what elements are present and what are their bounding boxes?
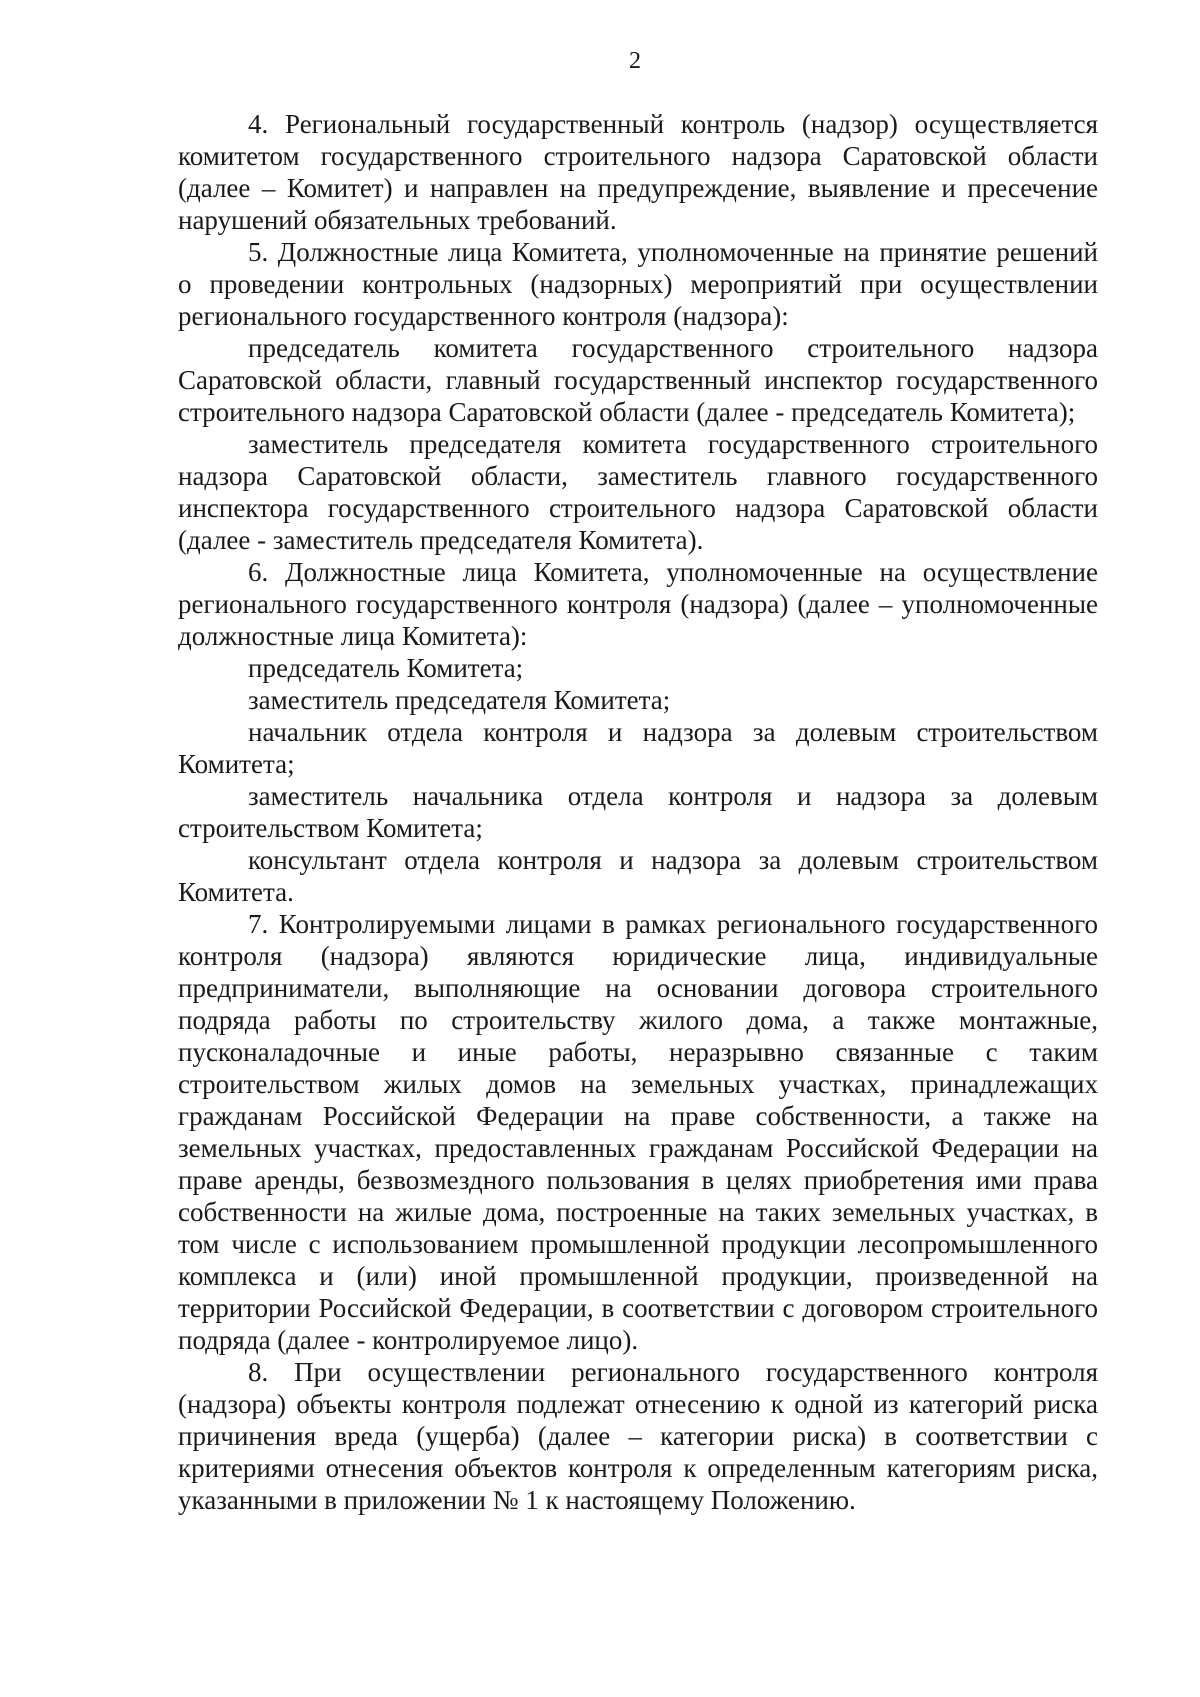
paragraph-item-5: 5. Должностные лица Комитета, уполномоченные на принятие решений о проведении контрольных (надзорных) мероприятий при осуществлении регионального государственного контроля (надзора): [178,237,1098,331]
document-body [178,108,1098,1516]
list-item-deputy-chairman: заместитель председателя Комитета; [248,685,671,715]
list-item-chairman: председатель Комитета; [248,653,524,683]
paragraph-item-7: 7. Контролируемыми лицами в рамках регионального государственного контроля (надзора) являются юридические лица, индивидуальные предприниматели, выполняющие на основании договора строительного подряда работы по строительству жилого дома, а также монтажные, пусконаладочные и иные работы, неразрывно связанные с таким строительством жилых домов на земельных участках, принадлежащих гражданам Российской Федерации на праве собственности, а также на земельных участках, предоставленных гражданам Российской Федерации на праве аренды, безвозмездного пользования в целях приобретения ими права собственности на жилые дома, построенные на таких земельных участках, в том числе с использованием промышленной продукции лесопромышленного комплекса и (или) иной промышленной продукции, произведенной на территории Российской Федерации, в соответствии с договором строительного подряда (далее - контролируемое лицо). [178,909,1098,1355]
paragraph-item-6: 6. Должностные лица Комитета, уполномоченные на осуществление регионального государственного контроля (надзора) (далее – уполномоченные должностные лица Комитета): [178,557,1098,651]
list-item-consultant: консультант отдела контроля и надзора за долевым строительством Комитета. [178,845,1098,907]
list-item-department-head: начальник отдела контроля и надзора за долевым строительством Комитета; [178,717,1098,779]
paragraph-item-8: 8. При осуществлении регионального государственного контроля (надзора) объекты контроля подлежат отнесению к одной из категорий риска причинения вреда (ущерба) (далее – категории риска) в соответствии с критериями отнесения объектов контроля к определенным категориям риска, указанными в приложении № 1 к настоящему Положению. [178,1357,1098,1515]
list-item-deputy-department-head: заместитель начальника отдела контроля и надзора за долевым строительством Комитета; [178,781,1098,843]
page-number: 2 [629,48,641,74]
paragraph-chairman: председатель комитета государственного строительного надзора Саратовской области, главный государственный инспектор государственного строительного надзора Саратовской области (далее - председатель Комитета); [178,333,1098,427]
paragraph-item-4: 4. Региональный государственный контроль (надзор) осуществляется комитетом государственного строительного надзора Саратовской области (далее – Комитет) и направлен на предупреждение, выявление и пресечение нарушений обязательных требований. [178,109,1098,235]
paragraph-deputy-chairman: заместитель председателя комитета государственного строительного надзора Саратовской области, заместитель главного государственного инспектора государственного строительного надзора Саратовской области (далее - заместитель председателя Комитета). [178,429,1098,555]
